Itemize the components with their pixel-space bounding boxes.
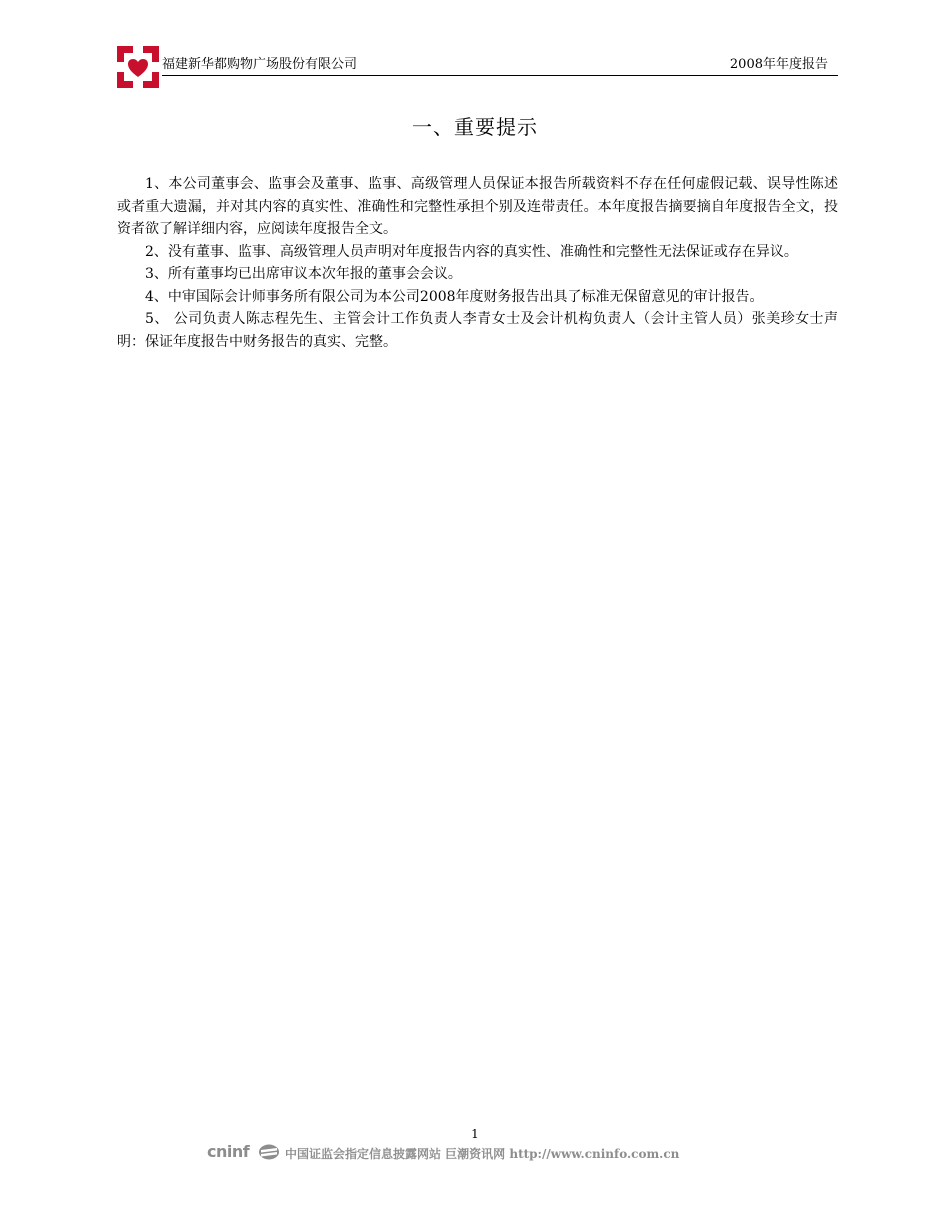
report-title: 2008年年度报告 — [729, 57, 828, 72]
section-title: 一、重要提示 — [412, 115, 538, 139]
company-logo-icon — [117, 46, 159, 88]
company-name: 福建新华都购物广场股份有限公司 — [162, 57, 358, 72]
paragraph-1: 1、本公司董事会、监事会及董事、监事、高级管理人员保证本报告所载资料不存在任何虚假记载、误导性陈述或者重大遗漏，并对其内容的真实性、准确性和完整性承担个别及连带责任。本年度报告摘要摘自年度报告全文，投资者欲了解详细内容，应阅读年度报告全文。 — [117, 176, 838, 237]
page-number: 1 — [471, 1127, 479, 1141]
paragraph-4: 4、中审国际会计师事务所有限公司为本公司2008年度财务报告出具了标准无保留意见的审计报告。 — [145, 288, 764, 305]
document-body — [117, 173, 838, 353]
paragraph-5: 5、 公司负责人陈志程先生、主管会计工作负责人李青女士及会计机构负责人（会计主管人员）张美珍女士声明：保证年度报告中财务报告的真实、完整。 — [117, 311, 838, 350]
footer-text: 中国证监会指定信息披露网站 巨潮资讯网 http://www.cninfo.com.cn — [285, 1147, 680, 1161]
paragraph-2: 2、没有董事、监事、高级管理人员声明对年度报告内容的真实性、准确性和完整性无法保证或存在异议。 — [145, 243, 798, 260]
page-header — [117, 46, 838, 88]
header-divider — [162, 75, 838, 76]
footer-brand-logo: cninf — [207, 1142, 250, 1161]
paragraph-3: 3、所有董事均已出席审议本次年报的董事会会议。 — [145, 266, 462, 282]
cninfo-logo-icon — [257, 1143, 281, 1161]
